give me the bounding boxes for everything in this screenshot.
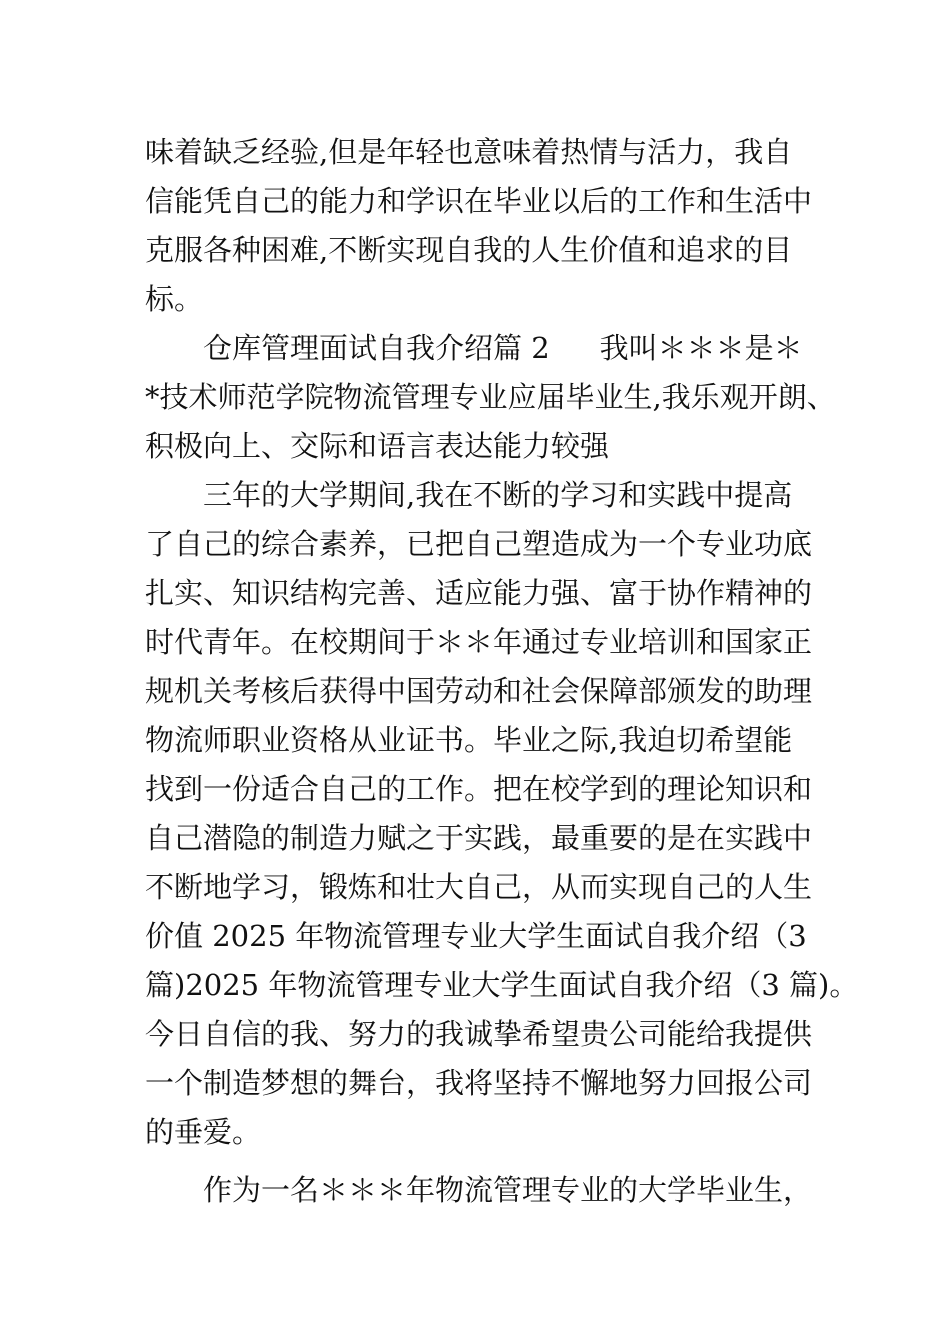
paragraph-2-first-line: [145, 324, 810, 373]
paragraph-3: [145, 471, 859, 1157]
text-line: 信能凭自己的能力和学识在毕业以后的工作和生活中: [145, 184, 813, 218]
text-line: 作为一名＊＊＊年物流管理专业的大学毕业生，: [203, 1173, 813, 1207]
text-line: 三年的大学期间,我在不断的学习和实践中提高: [203, 478, 793, 512]
text-line: 扎实、知识结构完善、适应能力强、富于协作精神的: [145, 576, 813, 610]
text-line: 规机关考核后获得中国劳动和社会保障部颁发的助理: [145, 674, 813, 708]
text-line: 克服各种困难,不断实现自我的人生价值和追求的目: [145, 233, 793, 267]
paragraph-4: [145, 1166, 813, 1215]
text-line: 不断地学习，锻炼和壮大自己，从而实现自己的人生: [145, 870, 813, 904]
document-body: [145, 128, 859, 1215]
text-line: *技术师范学院物流管理专业应届毕业生,我乐观开朗、: [145, 380, 836, 414]
section-heading: 仓库管理面试自我介绍篇 2: [203, 331, 550, 365]
text-line: 味着缺乏经验,但是年轻也意味着热情与活力，我自: [145, 135, 793, 169]
text-line: 标。: [145, 282, 204, 316]
text-line: 时代青年。在校期间于＊＊年通过专业培训和国家正: [145, 625, 813, 659]
text-line: 自己潜隐的制造力赋之于实践，最重要的是在实践中: [145, 821, 813, 855]
text-line: 找到一份适合自己的工作。把在校学到的理论知识和: [145, 772, 813, 806]
paragraph-1: [145, 128, 813, 324]
text-line: 一个制造梦想的舞台，我将坚持不懈地努力回报公司: [145, 1066, 813, 1100]
text-line: 积极向上、交际和语言表达能力较强: [145, 429, 610, 463]
text-line: 了自己的综合素养，已把自己塑造成为一个专业功底: [145, 527, 813, 561]
paragraph-2: [145, 324, 836, 471]
text-line: 篇)2025 年物流管理专业大学生面试自我介绍（3 篇)。: [145, 968, 859, 1002]
text-fragment: 我叫＊＊＊是＊: [599, 331, 803, 365]
text-line: 的垂爱。: [145, 1115, 262, 1149]
text-line: 今日自信的我、努力的我诚挚希望贵公司能给我提供: [145, 1017, 813, 1051]
text-line: 物流师职业资格从业证书。毕业之际,我迫切希望能: [145, 723, 793, 757]
text-line: 价值 2025 年物流管理专业大学生面试自我介绍（3: [145, 919, 807, 953]
